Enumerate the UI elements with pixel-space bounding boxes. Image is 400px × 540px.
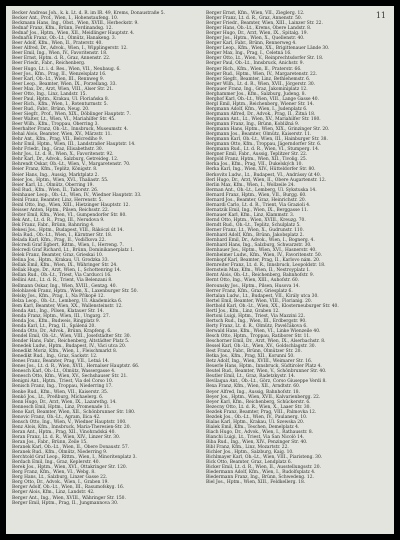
directory-entry: Berrer Franz, Kfm., Graz, Griesplatz 6. (206, 288, 293, 294)
directory-entry: Bernhauer Jos., Hptm., Wien, XVI., Hasnerstr. 40. (206, 248, 317, 254)
directory-entry: Bellak Hugo, Dr., Arzt, Wien, I., Schottenring 14. (12, 268, 122, 274)
directory-entry: Bennesch Emil, Hptm., Linz, Promenade 11. (12, 404, 111, 410)
directory-entry: Biel Jos., Hptm., Wien, XIII., Feldkellerg. 18. (206, 480, 306, 486)
directory-entry: Bergold Franz, Hptm., Wien, XII., Tivolig. 25. (206, 157, 308, 163)
directory-entry: Beier Hans, Ing., Aussig, Marktplatz 2. (12, 172, 99, 178)
directory-entry: Belza Leop., Ob.-Lt., Lemberg, Ul. Akademicka 6. (12, 298, 123, 304)
directory-entry: Biedermann Franz, Ing., Brünn, Schwedeng. 12. (206, 475, 314, 481)
directory-entry: Berger Friedr., Beamter, Wien, XIII., Lainzer Str. 22. (206, 21, 323, 27)
directory-entry: Bergmann Adolf, Kfm., Wien, I., Judenplatz 6. (206, 106, 308, 112)
directory-entry: Berger Siegfr., Beamter, Linz, Bethlehemstr. 6. (206, 76, 311, 82)
directory-entry: Beer Ernst, Hptm. d. R., Graz, Annenstr. 22. (12, 56, 111, 62)
directory-entry: Beerhalter Franz, Ob.-Lt., Innsbruck, Museumstr. 4. (12, 127, 129, 133)
directory-entry: Biba Rud., Ing., Wien, XIV., Penzinger Str. 40. (206, 439, 308, 445)
directory-entry: Berger Ant., Ing., Wien, XVIII., Währinger Str. 150. (12, 495, 126, 501)
directory-entry: Berndt Rud., Ob.-Lt., Teplitz, Schulplatz 5. (206, 222, 301, 228)
directory-entry: Beutler Emil, Lt., Graz, Radetzkystr. 14. (206, 374, 296, 380)
directory-entry: Beschorner Emil, Dr., Arzt, Wien, IX., Alserbachstr. 8. (206, 339, 326, 345)
directory-entry: Berger Hans, Ob.-Lt., Krems, Obere Landstr. 8. (206, 26, 312, 32)
directory-entry: Berchtold Graf Leop., Rittm., Wien, I., Minoritenplatz 3. (12, 455, 137, 461)
directory-entry: Berghof Karl, Ob.-Lt., Wien, VIII., Lange Gasse 40. (206, 96, 319, 102)
directory-entry: Bichlmayer Karl, Ob.-Lt., Wien, VIII., Piaristeng. 30. (206, 455, 323, 461)
directory-entry: Berger Rud., Hptm., Wien, IV., Margaretenstr. 22. (206, 71, 318, 77)
directory-entry: Bialek Emil, Kfm., Teschen, Demelplatz 4. (206, 424, 300, 430)
directory-entry: Beer Leop., Beamter, Wien, IX., Porzellang. 33. (12, 81, 117, 87)
directory-entry: Bichler Jos., Hptm., Salzburg, Kaig. 10. (206, 450, 294, 456)
directory-entry: Berger Otto, Lt., Wien, V., Reinprechtsdorfer Str. 18. (206, 56, 324, 62)
directory-entry: Belcredi Graf Richard, Lt., Brünn, Dominikanerplatz 1. (12, 248, 135, 254)
directory-entry: Bergmann Otto, Kfm., Troppau, Jägerndorfer Str. 6. (206, 142, 322, 148)
directory-entry: Berghammer Jos., Kfm., Salzburg, Judeng. 8. (206, 91, 306, 97)
directory-entry: Bernt Alois, Ob.-Lt., Reichenberg, Bahnhofstr. 9. (206, 273, 315, 279)
directory-entry: Bertalan Ludw., Lt., Budapest, VII., Király utca 30. (206, 293, 319, 299)
directory-entry: Berl Hugo, Dr., Arzt, Wien, II., Obere Augartenstr. 12. (206, 177, 327, 183)
directory-entry: Benesch Otto, Kfm., Wien, XV., Sechshauser Str. 21. (12, 374, 128, 380)
directory-entry: Bednařík Franz, Ob.-Lt., Olmütz, Hanakeng. 3. (12, 36, 117, 42)
directory-entry: Bek Ant., Lt. d. R., Prag, III., Nerudova 9. (12, 217, 105, 223)
directory-entry: Beer Jos., Kfm., Prag, II., Wenzelsplatz 16. (12, 71, 107, 77)
directory-entry: Berger Alois, Kfm., Linz, Landstr. 42. (12, 490, 95, 496)
directory-entry: Beer Wilh., Kfm., Troppau, Oberring 3. (12, 122, 99, 128)
directory-entry: Benisch Franz, Ing., Troppau, Niederring 17. (12, 384, 113, 390)
directory-entry: Berdach Emil, Ing., Graz, Keplerstr. 40. (12, 460, 100, 466)
directory-entry: Bergmann Hans, Hptm., Wien, XIX., Grinzinger Str. 20. (206, 127, 330, 133)
directory-entry: Berner Franz, Lt., Wien, X., Gudrunstr. 110. (206, 228, 304, 234)
directory-entry: Bergmann Karl, Ob.-Lt., Wien, III., Hainburger Str. 38. (206, 137, 328, 143)
directory-page (6, 6, 394, 534)
directory-entry: Berger Leop., Kfm., Wien, XX., Brigittenauer Lände 30. (206, 46, 330, 52)
directory-entry: Benedikt Moriz, Kfm., Wien, I., Fleischmarkt 8. (12, 349, 118, 355)
directory-entry: Bekesi Jos., Hptm., Budapest, VIII., Rákóczi út 14. (12, 228, 124, 234)
directory-entry: Berounsky Jos., Hptm., Pilsen, Husova 14. (206, 283, 300, 289)
directory-entry: Bernhard Adolf, Kfm., Brünn, Jakobsplatz 2. (206, 233, 304, 239)
directory-entry: Beutel Rud., Beamter, Wien, V., Schönbrunner Str. 40. (206, 369, 327, 375)
directory-entry: Bela Rud., Ob.-Lt., Wien, I., Kärntner Str. 18. (12, 233, 113, 239)
directory-entry: Berger Hugo, Dr., Arzt, Wien, IX., Spitalg. 19. (206, 31, 308, 37)
directory-entry: Beer Siegfr., Prof., Wien, XIX., Döblinger Hauptstr. 7. (12, 111, 131, 117)
directory-entry: Bezdek Franz, Beamter, Prag, VIII., Palmovka 12. (206, 409, 317, 415)
directory-entry: Behal Alois, Beamter, Wien, XV., Märzstr. 11. (12, 132, 112, 138)
directory-entry: Behr Jos., Lt. d. R., Wien, X., Favoritenstr. 92. (12, 152, 114, 158)
directory-entry: Beyer Karl, Kfm., Reichenberg, Schückerstr. 6. (206, 399, 311, 405)
directory-entry: Beier Franz, Kfm., Teplitz, Königstr. 8. (12, 167, 98, 173)
directory-entry: Berger Ernst, Kfm., Wien, VII., Zieglerg. 12. (206, 11, 305, 16)
directory-entry: Bellmann Oskar, Ing., Wien, XVIII., Gentzg. 40. (12, 283, 117, 289)
directory-entry: Bessel Karl, Ob.-Lt., Wien, XV., Goldschlagstr. 30. (206, 344, 316, 350)
directory-entry: Beier Jos., Hptm., Wien, XVI., Thaliastr. 55. (12, 177, 109, 183)
directory-entry: Bellini Ant., Lt. d. R., Trient, Via Belenzani 8. (12, 278, 113, 284)
directory-entry: Behr Karl, Dr., Advok., Salzburg, Getreideg. 12. (12, 157, 119, 163)
directory-entry: Bexa Franz, Kfm., Wien, XII., Arndtstr. 60. (206, 384, 301, 390)
directory-entry: Berkovits Ludw., Lt., Budapest, VI., Andrássy út 40. (206, 172, 322, 178)
directory-entry: Benda Ant., Ing., Pilsen, Klatauer Str. 14. (12, 308, 104, 314)
directory-entry: Beinl Franz, Beamter, Linz, Herrenstr. 5. (12, 197, 103, 203)
directory-entry: Bicker Emil, Lt. d. R., Wien, II., Ausstellungsstr. 20. (206, 465, 321, 471)
directory-entry: Berthold Karl, Ob.-Lt., Wien, XX., Klosterneuburger Str. 40. (206, 303, 339, 309)
directory-entry: Beer Alfred, Dr., Advok., Wien, I., Wipplingerstr. 12. (12, 46, 128, 52)
directory-entry: Bendel Emil, Ob.-Lt., Wien, VIII., Josefstädter Str. 30. (12, 334, 131, 339)
directory-entry: Behr Friedr., Ing., Graz, Elisabethstr. 30. (12, 147, 104, 153)
directory-entry: Becker Ant., Prof., Wien, I., Hohenstaufeng. 10. (12, 16, 119, 22)
directory-entry: Beinhauer Leop., Ob.-Lt., Wien, IV., Wiedner Hauptstr. 33. (12, 192, 142, 198)
directory-entry: Berger Franz, Lt. d. R., Graz, Annenstr. 50. (206, 16, 303, 22)
directory-entry: Behr Emil, Hptm., Wien, III., Landstraßer Hauptstr. 14. (12, 142, 136, 148)
directory-entry: Bek Franz, Fabr., Brünn, Bahnring 4. (12, 222, 95, 228)
directory-entry: Biach Hugo, Dr., Advok., Wien, I., Rathausstr. 8. (206, 429, 314, 435)
directory-entry: Benke Rud., Kfm., Wien, VII., Kaiserstr. 35. (12, 389, 109, 395)
directory-entry: Bernt Otto, Ing., Wien, XIII., Auhofstr. 60. (206, 278, 300, 284)
directory-entry: Betz Adolf, Ing., Wien, XVIII., Weimarer Str. 16. (206, 359, 313, 365)
directory-entry: Beer Adolf, Kfm., Wien, II., Praterstr. 40. (12, 41, 103, 47)
directory-entry: Berman Ant., Ob.-Lt., Lemberg, Ul. Sykstuska 14. (206, 187, 317, 193)
directory-entry: Bevilaqua Ant., Ob.-Lt., Görz, Corso Giuseppe Verdi 8. (206, 379, 327, 385)
directory-entry: Bezecny Otto, Lt. d. R., Wien, X., Laaer Str. 30. (206, 404, 311, 410)
directory-entry: Belsky Jos., Kfm., Prag, I., Na Příkopě 12. (12, 293, 105, 299)
directory-entry: Benda Karl, Lt., Prag, II., Spálená 20. (12, 323, 96, 329)
directory-entry: Bick Otto, Beamter, Graz, Lendplatz 6. (206, 460, 293, 466)
directory-entry: Bernardi Carlo, Lt. d. R., Trient, Via Grazioli 4. (206, 202, 311, 208)
directory-entry: Beiter Emil, Kfm., Wien, VI., Gumpendorfer Str. 80. (12, 212, 127, 218)
directory-entry: Bergmann Jos., Beamter, Olmütz, Kaiserstr. 11. (206, 132, 312, 138)
directory-entry: Beil Rud., Kfm., Wien, II., Taborstr. 26. (12, 187, 99, 193)
directory-entry: Bernhard Hans, Ing., Salzburg, Schwarzstr. 30. (206, 243, 312, 249)
directory-entry: Bellan Rud., Ob.-Lt., Triest, Via Carducci 16. (12, 273, 112, 279)
directory-entry: Beer Friedr., Fabr., Reichenberg. (12, 61, 86, 67)
directory-entry: Beinl Otto, Ing., Wien, XIII., Hietzinger Hauptstr. 12. (12, 202, 130, 208)
directory-entry: Bernauer Karl, Kfm., Linz, Klammstr. 3. (206, 212, 295, 218)
directory-entry: Bergauer Franz, Ing., Graz, Jakominiplatz 12. (206, 86, 308, 92)
directory-entry: Beran Jos., Fabr., Brünn, Zeile 15. (12, 439, 88, 445)
directory-entry: Berger Paul, Ob.-Lt., Innsbruck, Anichstr. 9. (206, 61, 304, 67)
directory-entry: Berger Emil, Hptm., Prag, II., Jungmannova 30. (12, 500, 119, 506)
directory-entry: Bernd Otto, Hptm., Wien, XVIII., Kreuzg. 70. (206, 217, 306, 223)
directory-entry: Bergmann Rud., Lt. d. R., Wien, VI., Stumperg. 14. (206, 147, 320, 153)
directory-entry: Beran Ant., Hptm., Prag, XII., Vinohradská 40. (12, 429, 116, 435)
directory-entry: Berka Jos., Kfm., Prag, VII., Dukelských 10. (206, 162, 303, 168)
directory-entry: Beer Max, Dr., Arzt, Wien, VIII., Alser Str. 21. (12, 86, 114, 92)
directory-entry: Bernatzik Emil, Ing., Wien, IX., Berggasse 11. (206, 207, 309, 213)
directory-entry: Biedermann Adolf, Kfm., Wien, I., Rudolfsplatz 4. (206, 470, 316, 476)
directory-entry: Bednař Jos., Hptm., Wien, XII., Meidlinger Hauptstr. 4. (12, 31, 135, 37)
directory-entry: Best Franz, Fabr., Brünn, Olmützer Str. 20. (206, 349, 302, 355)
directory-entry: Bergner Emil, Fabr., Aussig, Teplitzer Str. 22. (206, 152, 308, 158)
directory-entry: Bernard Jos., Beamter, Graz, Heinrichstr. 20. (206, 197, 307, 203)
directory-entry: Benes Jos., Lt. d. R., Wien, XVII., Hernalser Hauptstr. 66. (12, 364, 140, 370)
directory-entry: Benesch Karl, Ob.-Lt., Olmütz, Wassergasse 4. (12, 369, 116, 375)
directory-entry: Berka Karl, Ing., Wien, XIV., Hütteldorfer Str. 80. (206, 167, 316, 173)
directory-entry: Beranek Rud., Kfm., Olmütz, Niederring 9. (12, 450, 108, 456)
directory-entry: Berg Hans, Lt., Salzburg, Linzer Gasse 22. (12, 475, 108, 481)
directory-entry: Bergmann Franz, Ing., Brünn, Kobližná 9. (206, 122, 300, 128)
directory-entry: Bernhard Emil, Dr., Advok., Wien, I., Bognerg. 4. (206, 238, 315, 244)
directory-entry: Beer Rud., Fabr., Brünn, Neug. 20. (12, 106, 90, 112)
directory-entry: Bergmann Ant., Lt., Wien, XV., Mariahilfer Str. 180. (206, 116, 321, 122)
directory-entry: Behr Ant., Kfm., Prag, VII., Belcrediho 9. (12, 137, 104, 143)
directory-entry: Beer Emil, Ing., Wien, IV., Favoritenstr. 18. (12, 51, 108, 57)
directory-entry: Berek Jos., Hptm., Wien, XVI., Ottakringer Str. 120. (12, 465, 128, 471)
directory-entry: Beer Hugo, Lt. i. d. Res., Wien, VII., Neubaug. 6. (12, 66, 121, 72)
directory-entry: Bernstein Max, Kfm., Wien, II., Nestroyplatz 1. (206, 268, 311, 274)
directory-entry: Beer Rich., Kfm., Wien, I., Rotenturmstr. 5. (12, 101, 108, 107)
left-column (12, 11, 193, 506)
directory-entry: Bibl Franz, Kfm., Linz, Mozartstr. 22. (206, 445, 289, 451)
directory-entry: Bensch Otto, Ing., Wien, V., Wiedner Hauptstr. 100. (12, 419, 127, 425)
directory-entry: Benkö Jos., Lt., Preßburg, Michaelerg. 6. (12, 394, 104, 400)
directory-entry: Bertsch Rud., Ing., Wien, III., Erdbergstr. 90. (206, 318, 307, 324)
directory-entry: Beno Karl, Beamter, Wien, XII., Schönbrunner Str. 180. (12, 409, 136, 415)
directory-entry: Berger Max, Ing., Prag, I., Celetná 16. (206, 51, 292, 57)
directory-entry: Becker Andreas Joh., k. k. Lt. d. R. im IR. 49, Krems, Donaustraße 5. (12, 11, 165, 16)
directory-entry: Behrendt Oskar, Ob.-Lt., Wien, V., Margaretenstr. 70. (12, 162, 131, 168)
right-column (206, 11, 387, 485)
directory-entry: Beier Karl, Lt., Olmütz, Oberring 19. (12, 182, 94, 188)
directory-entry: Benn Hugo, Dr., Arzt, Wien, IX., Lazarethg. 14. (12, 399, 117, 405)
directory-entry: Bernreiter Franz, Lt. d. R., Innsbruck, Leopoldstr. 18. (206, 263, 326, 269)
directory-entry: Beer Paul, Hptm., Krakau, Ul. Floriańska 8. (12, 96, 110, 102)
directory-entry: Beyer Jos., Hptm., Wien, XVII., Kalvarienbergg. 22. (206, 394, 321, 400)
directory-entry: Belada Karl, Kfm., Prag, II., Vodičkova 22. (12, 238, 106, 244)
directory-entry: Bergmann Alfred, Dr., Advok., Prag, II., Žitná 18. (206, 111, 316, 117)
directory-entry: Beuerle Hans, Hptm., Innsbruck, Südtiroler Platz 4. (206, 364, 322, 370)
directory-entry: Beer Walter, Lt., Wien, VI., Mariahilfer Str. 45. (12, 116, 116, 122)
directory-entry: Berg Otto, Dr., Advok., Wien, I., Graben 19. (12, 480, 109, 486)
page-number: 11 (375, 11, 386, 20)
directory-entry: Bialas Karl, Hptm., Krakau, Ul. Szewska 20. (206, 419, 305, 425)
directory-entry: Beyer Alfred, Ing., Aussig, Bahnhofstr. 18. (206, 389, 300, 395)
directory-entry: Belek Franz, Beamter, Graz, Grieskai 10. (12, 253, 104, 259)
directory-entry: Beer Otto, Ing., Linz, Landstr. 15. (12, 91, 87, 97)
directory-entry: Berger Wilh., Lt. d. R., Wien, XVII., Jörgerstr. 30. (206, 81, 316, 87)
directory-entry: Belohlavek Franz, Hptm., Wien, X., Laxenburger Str. 50. (12, 288, 138, 294)
directory-entry: Bender Hans, Fabr., Reichenberg, Altstädter Platz 5. (12, 339, 130, 345)
directory-entry: Bertel Emil, Beamter, Wien, VIII., Florianig. 20. (206, 298, 313, 304)
directory-entry: Bednař Franz, Kfm., Brünn, Ferdinandsg. 12. (12, 26, 113, 32)
directory-entry: Beran Franz, Lt. d. R., Wien, XIV., Linzer Str. 30. (12, 434, 121, 440)
directory-entry: Benda Otto, Dr., Advok., Brünn, Krapfeng. 6. (12, 328, 112, 334)
directory-entry: Bergl Emil, Hptm., Reichenberg, Wiener Str. 14. (206, 101, 314, 107)
directory-entry: Benedek Ludw., Hptm., Budapest, IV., Váci utca 20. (12, 344, 127, 350)
directory-entry: Bernkopf Karl, Beamter, Prag, II., Karlovo nám. 20. (206, 258, 321, 264)
directory-entry: Benedikt Rud., Ing., Graz, Sackstr. 12. (12, 354, 98, 360)
directory-entry: Betka Jos., Kfm., Prag, XII., Korunní 50. (206, 354, 295, 360)
directory-entry: Bellak Emil, Kfm., Wien, IX., Währinger Str. 24. (12, 263, 118, 269)
directory-entry: Benz Alois, Kfm., Innsbruck, Maria-Theresien-Str. 20. (12, 424, 131, 430)
directory-entry: Bernheimer Ludw., Kfm., Wien, IV., Favoritenstr. 50. (206, 253, 323, 259)
directory-entry: Beisser Anton, Hptm., Pilsen, Reichsstr. 22. (12, 207, 110, 213)
directory-entry: Benovic Franz, Ob.-Lt., Agram, Ilica 42. (12, 414, 101, 420)
directory-entry: Bertoni Luigi, Hptm., Triest, Via Mazzini 22. (206, 313, 305, 319)
directory-entry: Benda Franz, Hptm., Wien, III., Ungarg. 27. (12, 313, 111, 319)
directory-entry: Berty Franz, Lt. d. R., Olmütz, Pavelčákova 6. (206, 323, 308, 329)
directory-entry: Beranek Karl, Ob.-Lt., Wien, II., Obere Donaustr. 57. (12, 445, 130, 451)
directory-entry: Bertl Jos., Kfm., Linz, Graben 12. (206, 308, 280, 314)
directory-entry: Bezdek Jos., Ob.-Lt., Wien, IV., Paulanerg. 10. (206, 414, 308, 420)
directory-entry: Belina Jos., Hptm., Krakau, Ul. Grodzka 33. (12, 258, 109, 264)
directory-entry: Benigni Ant., Hptm., Triest, Via del Corso 10. (12, 379, 114, 385)
directory-entry: Besch Otto, Hptm., Troppau, Ratiborer Str. 11. (206, 334, 311, 339)
directory-entry: Berlin Max, Kfm., Wien, I., Wollzeile 24. (206, 182, 295, 188)
directory-entry: Beer Karl, Ob.-Lt., Wien, III., Rennweg 9. (12, 76, 105, 82)
directory-entry: Bianchi Luigi, Lt., Triest, Via San Nicolò 14. (206, 434, 305, 440)
directory-entry: Berger Karl, Fabr., Brünn, Rennerweg 4. (206, 41, 297, 47)
directory-entry: Berger Adolf, Ob.-Lt., Wien, III., Rasumofskyg. 16. (12, 485, 125, 491)
directory-entry: Bem Karl, Beamter, Wien, XX., Wallensteinstr. 12. (12, 303, 123, 309)
directory-entry: Berger Rich., Kfm., Wien, II., Praterstr. 66. (206, 66, 302, 72)
directory-entry: Bernard Franz, Hptm., Wien, VII., Burgg. 60. (206, 192, 307, 198)
directory-entry: Beckmann Hans, Ing., Obst., Wien, XVIII., Herbeckstr. 9. (12, 21, 139, 27)
directory-entry: Berwald Hans, Kfm., Wien, VI., Linke Wienzeile 40. (206, 328, 321, 334)
directory-entry: Berger Jos., Hptm., Wien, X., Quellenstr. 40. (206, 36, 305, 42)
directory-entry: Berg Franz, Kfm., Wien, VI., Webg. 8. (12, 470, 96, 476)
directory-entry: Benes Franz, Beamter, Prag, VII., Letná 14. (12, 359, 110, 365)
directory-entry: Benda Jos., Kfm., Budweis, Ringplatz 9. (12, 318, 101, 324)
directory-entry: Belcredi Graf Egbert, Rittm., Wien, I., Herreng. 7. (12, 243, 124, 249)
